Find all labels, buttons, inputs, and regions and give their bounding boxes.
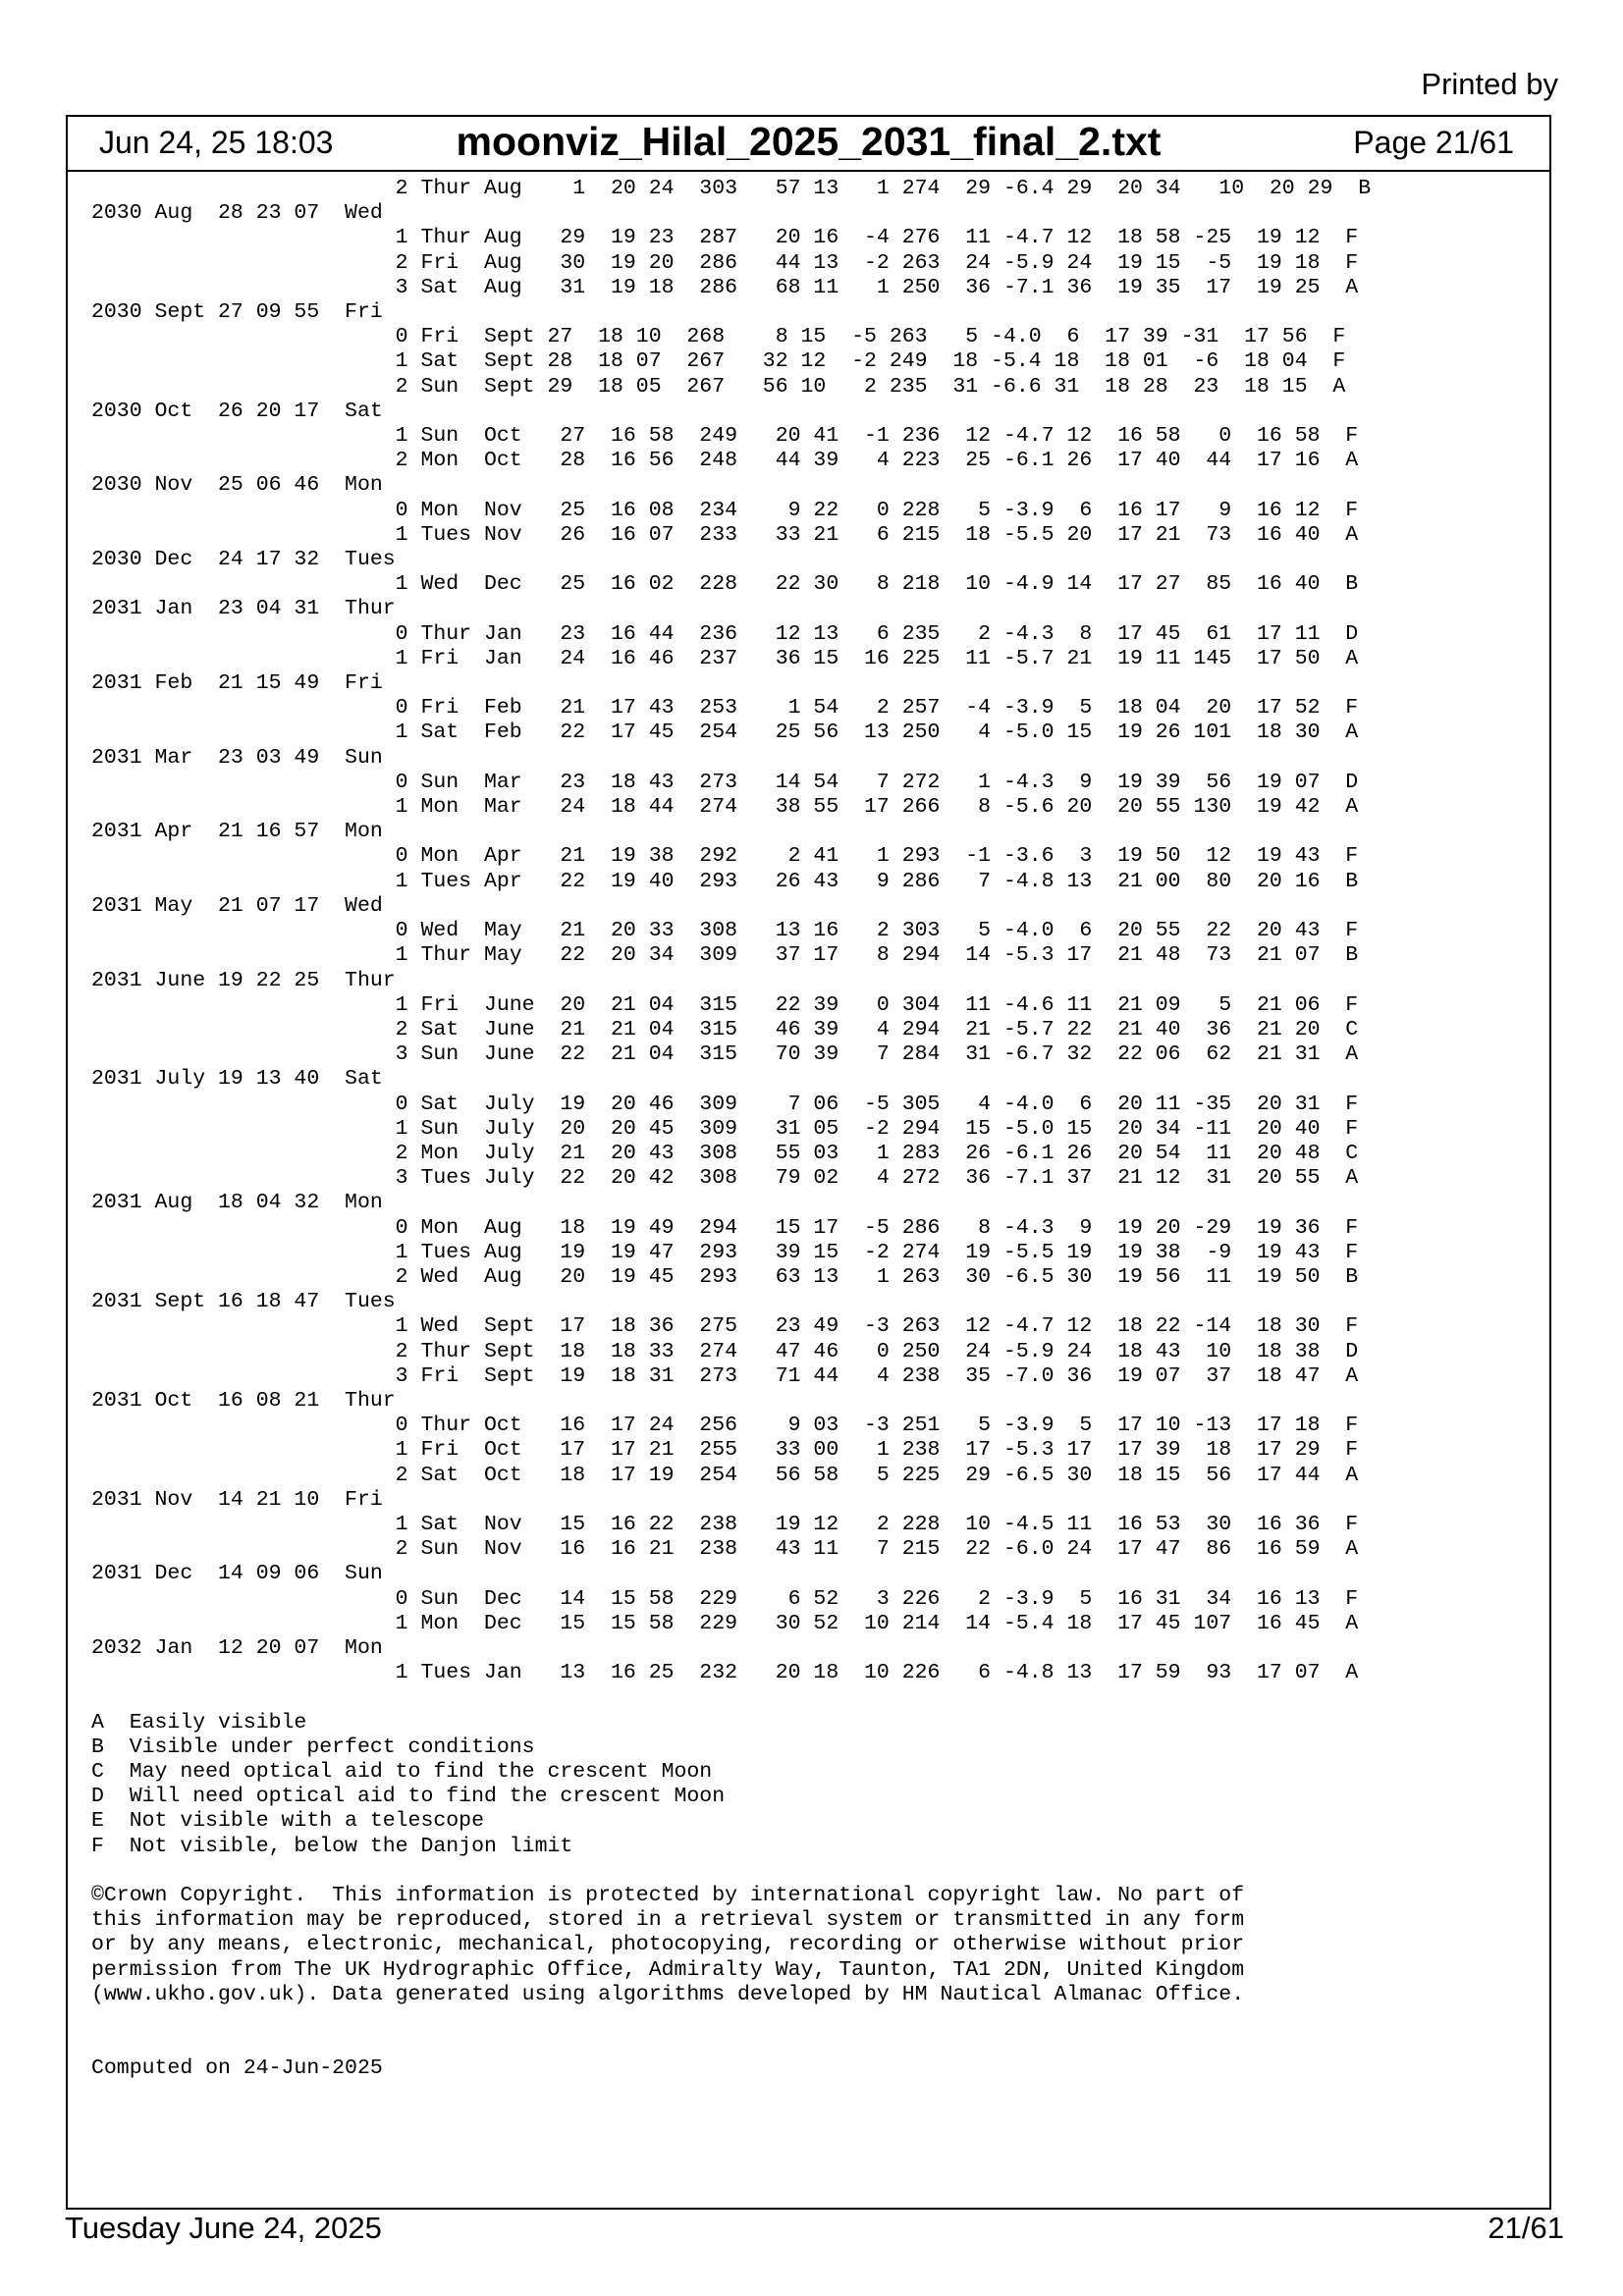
table-row: 2030 Dec 24 17 32 Tues xyxy=(91,548,396,572)
table-row: 2030 Nov 25 06 46 Mon xyxy=(91,473,383,498)
table-row: 1 Tues Aug 19 19 47 293 39 15 -2 274 19 -5.5 19 19 38 -9 19 43 F xyxy=(91,1240,1359,1264)
table-row: 2030 Oct 26 20 17 Sat xyxy=(91,399,383,423)
visibility-legend xyxy=(91,1711,725,1858)
header-date: Jun 24, 25 18:03 xyxy=(99,125,334,160)
table-row: 0 Mon Apr 21 19 38 292 2 41 1 293 -1 -3.6 3 19 50 12 19 43 F xyxy=(91,844,1359,869)
table-row: 2031 Oct 16 08 21 Thur xyxy=(91,1388,396,1413)
table-row: 3 Tues July 22 20 42 308 79 02 4 272 36 -7.1 37 21 12 31 20 55 A xyxy=(91,1166,1359,1191)
table-row: 2 Wed Aug 20 19 45 293 63 13 1 263 30 -6.5 30 19 56 11 19 50 B xyxy=(91,1264,1359,1289)
table-row: 0 Fri Feb 21 17 43 253 1 54 2 257 -4 -3.9 5 18 04 20 17 52 F xyxy=(91,696,1359,721)
table-row: 1 Fri Jan 24 16 46 237 36 15 16 225 11 -5.7 21 19 11 145 17 50 A xyxy=(91,646,1359,670)
table-row: 3 Sun June 22 21 04 315 70 39 7 284 31 -6.7 32 22 06 62 21 31 A xyxy=(91,1042,1359,1067)
footer-date: Tuesday June 24, 2025 xyxy=(65,2211,382,2245)
footer-page-number: 21/61 xyxy=(1488,2211,1564,2245)
table-row: 3 Sat Aug 31 19 18 286 68 11 1 250 36 -7.1 36 19 35 17 19 25 A xyxy=(91,275,1359,299)
table-row: 2031 Mar 23 03 49 Sun xyxy=(91,745,383,770)
document-body xyxy=(91,177,1371,2082)
table-row: 2031 Nov 14 21 10 Fri xyxy=(91,1487,383,1512)
table-row: 0 Mon Nov 25 16 08 234 9 22 0 228 5 -3.9 6 16 17 9 16 12 F xyxy=(91,498,1359,522)
legend-item: C May need optical aid to find the crescent Moon xyxy=(91,1760,713,1784)
table-row: 1 Thur May 22 20 34 309 37 17 8 294 14 -5.3 17 21 48 73 21 07 B xyxy=(91,943,1359,968)
copyright-line: permission from The UK Hydrographic Office, Admiralty Way, Taunton, TA1 2DN, United Kingdom xyxy=(91,1957,1245,1982)
document-title: moonviz_Hilal_2025_2031_final_2.txt xyxy=(456,119,1162,164)
table-row: 2 Fri Aug 30 19 20 286 44 13 -2 263 24 -5.9 24 19 15 -5 19 18 F xyxy=(91,250,1359,275)
table-row: 2031 Jan 23 04 31 Thur xyxy=(91,597,396,621)
table-row: 2031 Sept 16 18 47 Tues xyxy=(91,1290,396,1314)
table-row: 0 Sun Dec 14 15 58 229 6 52 3 226 2 -3.9 5 16 31 34 16 13 F xyxy=(91,1586,1359,1611)
table-row: 1 Mon Dec 15 15 58 229 30 52 10 214 14 -5.4 18 17 45 107 16 45 A xyxy=(91,1611,1359,1635)
table-row: 2 Sat June 21 21 04 315 46 39 4 294 21 -5.7 22 21 40 36 21 20 C xyxy=(91,1017,1359,1041)
legend-item: D Will need optical aid to find the crescent Moon xyxy=(91,1785,726,1809)
table-row: 2031 Aug 18 04 32 Mon xyxy=(91,1191,383,1215)
table-row: 0 Thur Jan 23 16 44 236 12 13 6 235 2 -4.3 8 17 45 61 17 11 D xyxy=(91,621,1359,646)
legend-item: E Not visible with a telescope xyxy=(91,1809,484,1834)
table-row: 2 Thur Sept 18 18 33 274 47 46 0 250 24 -5.9 24 18 43 10 18 38 D xyxy=(91,1339,1359,1363)
table-row: 1 Sun Oct 27 16 58 249 20 41 -1 236 12 -4.7 12 16 58 0 16 58 F xyxy=(91,424,1359,449)
table-row: 2032 Jan 12 20 07 Mon xyxy=(91,1635,383,1660)
table-row: 2031 May 21 07 17 Wed xyxy=(91,893,383,918)
table-row: 1 Wed Dec 25 16 02 228 22 30 8 218 10 -4.9 14 17 27 85 16 40 B xyxy=(91,572,1359,597)
table-row: 2031 Feb 21 15 49 Fri xyxy=(91,671,383,696)
table-row: 2031 Apr 21 16 57 Mon xyxy=(91,820,383,844)
page-header xyxy=(68,117,1549,172)
computed-on: Computed on 24-Jun-2025 xyxy=(91,2056,383,2081)
table-row: 1 Sat Nov 15 16 22 238 19 12 2 228 10 -4.5 11 16 53 30 16 36 F xyxy=(91,1512,1359,1536)
table-row: 2031 July 19 13 40 Sat xyxy=(91,1067,383,1092)
table-row: 1 Tues Nov 26 16 07 233 33 21 6 215 18 -5.5 20 17 21 73 16 40 A xyxy=(91,522,1359,547)
table-row: 2031 Dec 14 09 06 Sun xyxy=(91,1562,383,1586)
legend-item: A Easily visible xyxy=(91,1710,307,1735)
table-row: 2030 Aug 28 23 07 Wed xyxy=(91,201,383,226)
table-row: 2 Sat Oct 18 17 19 254 56 58 5 225 29 -6.5 30 18 15 56 17 44 A xyxy=(91,1463,1359,1487)
copyright-notice xyxy=(91,1884,1244,2006)
table-row: 2031 June 19 22 25 Thur xyxy=(91,968,396,992)
table-row: 1 Sun July 20 20 45 309 31 05 -2 294 15 -5.0 15 20 34 -11 20 40 F xyxy=(91,1116,1359,1141)
copyright-line: or by any means, electronic, mechanical, photocopying, recording or otherwise without prior xyxy=(91,1933,1245,1957)
copyright-line: this information may be reproduced, stored in a retrieval system or transmitted in any form xyxy=(91,1908,1245,1933)
table-row: 1 Wed Sept 17 18 36 275 23 49 -3 263 12 -4.7 12 18 22 -14 18 30 F xyxy=(91,1314,1359,1339)
table-row: 0 Mon Aug 18 19 49 294 15 17 -5 286 8 -4.3 9 19 20 -29 19 36 F xyxy=(91,1215,1359,1240)
table-row: 1 Fri Oct 17 17 21 255 33 00 1 238 17 -5.3 17 17 39 18 17 29 F xyxy=(91,1438,1359,1463)
table-row: 1 Tues Jan 13 16 25 232 20 18 10 226 6 -4.8 13 17 59 93 17 07 A xyxy=(91,1661,1359,1685)
legend-item: F Not visible, below the Danjon limit xyxy=(91,1834,573,1858)
table-row: 2 Mon Oct 28 16 56 248 44 39 4 223 25 -6.1 26 17 40 44 17 16 A xyxy=(91,449,1359,473)
header-page-number: Page 21/61 xyxy=(1353,125,1514,160)
table-row: 0 Sat July 19 20 46 309 7 06 -5 305 4 -4.0 6 20 11 -35 20 31 F xyxy=(91,1092,1359,1116)
table-row: 0 Fri Sept 27 18 10 268 8 15 -5 263 5 -4.0 6 17 39 -31 17 56 F xyxy=(91,325,1346,349)
table-row: 1 Fri June 20 21 04 315 22 39 0 304 11 -4.6 11 21 09 5 21 06 F xyxy=(91,992,1359,1017)
table-row: 1 Mon Mar 24 18 44 274 38 55 17 266 8 -5.6 20 20 55 130 19 42 A xyxy=(91,795,1359,820)
page-frame xyxy=(66,115,1551,2210)
table-row: 2 Thur Aug 1 20 24 303 57 13 1 274 29 -6.4 29 20 34 10 20 29 B xyxy=(91,177,1372,200)
legend-item: B Visible under perfect conditions xyxy=(91,1735,535,1759)
table-row: 2030 Sept 27 09 55 Fri xyxy=(91,300,383,325)
table-row: 1 Thur Aug 29 19 23 287 20 16 -4 276 11 -4.7 12 18 58 -25 19 12 F xyxy=(91,226,1359,250)
table-row: 2 Mon July 21 20 43 308 55 03 1 283 26 -6.1 26 20 54 11 20 48 C xyxy=(91,1141,1359,1165)
table-row: 1 Tues Apr 22 19 40 293 26 43 9 286 7 -4.8 13 21 00 80 20 16 B xyxy=(91,869,1359,893)
table-row: 3 Fri Sept 19 18 31 273 71 44 4 238 35 -7.0 36 19 07 37 18 47 A xyxy=(91,1363,1359,1388)
table-row: 2 Sun Nov 16 16 21 238 43 11 7 215 22 -6.0 24 17 47 86 16 59 A xyxy=(91,1537,1359,1562)
table-row: 1 Sat Feb 22 17 45 254 25 56 13 250 4 -5.0 15 19 26 101 18 30 A xyxy=(91,721,1359,745)
table-row: 0 Sun Mar 23 18 43 273 14 54 7 272 1 -4.3 9 19 39 56 19 07 D xyxy=(91,770,1359,794)
table-row: 2 Sun Sept 29 18 05 267 56 10 2 235 31 -6.6 31 18 28 23 18 15 A xyxy=(91,374,1346,399)
table-row: 1 Sat Sept 28 18 07 267 32 12 -2 249 18 -5.4 18 18 01 -6 18 04 F xyxy=(91,349,1346,374)
table-row: 0 Thur Oct 16 17 24 256 9 03 -3 251 5 -3.9 5 17 10 -13 17 18 F xyxy=(91,1414,1359,1438)
table-row: 0 Wed May 21 20 33 308 13 16 2 303 5 -4.0 6 20 55 22 20 43 F xyxy=(91,919,1359,943)
table-rows xyxy=(91,177,1371,1684)
copyright-line: ©Crown Copyright. This information is protected by international copyright law. No part of xyxy=(91,1884,1245,1908)
printed-by-label: Printed by xyxy=(1421,67,1558,101)
copyright-line: (www.ukho.gov.uk). Data generated using algorithms developed by HM Nautical Almanac Office. xyxy=(91,1982,1245,2006)
